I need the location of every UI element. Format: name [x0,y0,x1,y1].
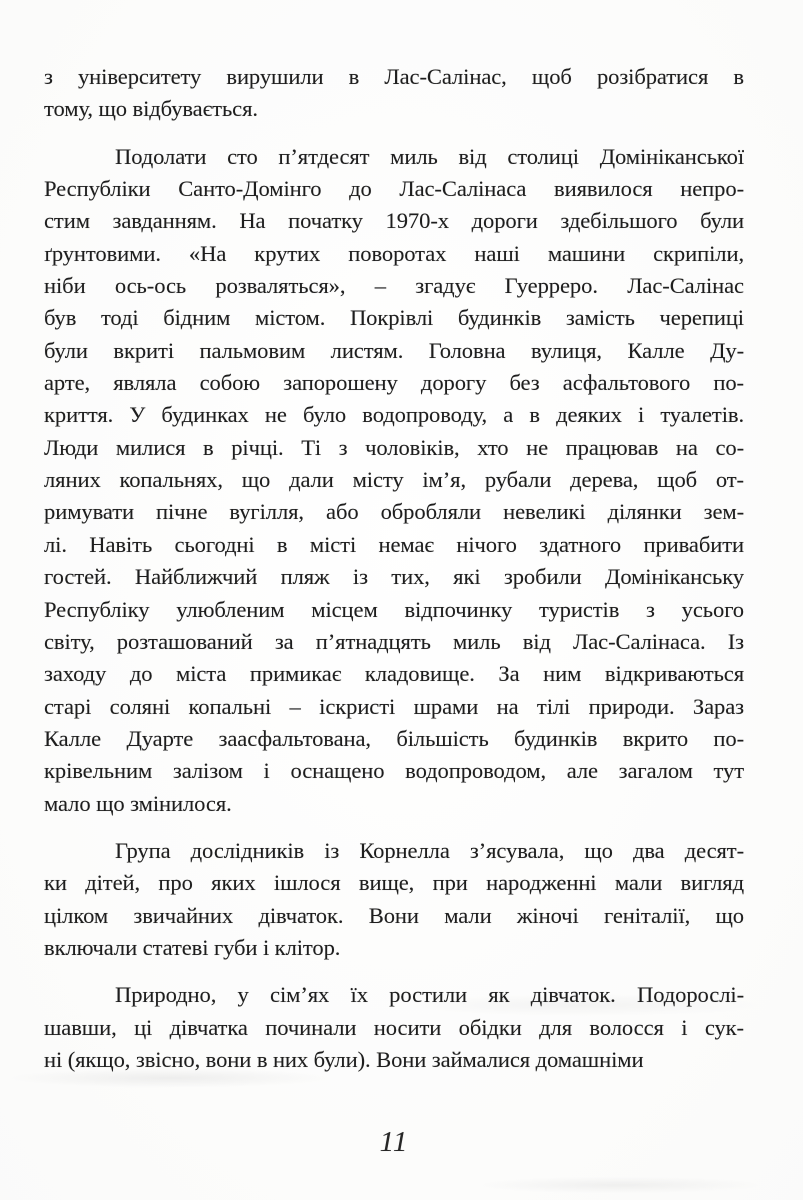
text-line: арте, являла собою запорошену дорогу без асфальтового по- [44,370,744,396]
text-line: криття. У будинках не було водопроводу, а в деяких і туалетів. [44,402,744,428]
text-line: були вкриті пальмовим листям. Головна вулиця, Калле Ду- [44,337,744,363]
text-line: шавши, ці дівчатка починали носити обідки для волосся і сук- [44,1014,744,1040]
text-line: лі. Навіть сьогодні в місті немає нічого здатного привабити [44,531,744,557]
text-line: Республіки Санто-Домінго до Лас-Салінаса виявилося непро- [44,176,744,202]
text-line: крівельним залізом і оснащено водопроводом, але загалом тут [44,758,744,784]
text-line: Природно, у сім’ях їх ростили як дівчаток. Подорослі- [115,982,744,1008]
text-line: включали статеві губи і клітор. [44,934,341,960]
text-line: ґрунтовими. «На крутих поворотах наші машини скрипіли, [44,240,744,266]
paragraph [44,835,744,964]
text-line: ні (якщо, звісно, вони в них були). Вони займалися домашніми [44,1046,644,1072]
text-line: ки дітей, про яких ішлося вище, при народженні мали вигляд [44,870,744,896]
text-line: Група дослідників із Корнелла з’ясувала, що два десят- [115,837,744,863]
paragraph [44,61,744,126]
text-line: світу, розташований за п’ятнадцять миль від Лас-Салінаса. Із [44,628,744,654]
text-block [44,61,744,1076]
text-line: Люди милися в річці. Ті з чоловіків, хто не працював на со- [44,434,744,460]
text-line: мало що змінилося. [44,790,232,816]
text-line: Подолати сто п’ятдесят миль від столиці Домініканської [115,143,744,169]
paragraph [44,141,744,820]
text-line: Республіку улюбленим місцем відпочинку туристів з усього [44,596,744,622]
text-line: ніби ось-ось розваляться», – згадує Гуерреро. Лас-Салінас [44,273,744,299]
text-line: стим завданням. На початку 1970-х дороги здебільшого були [44,208,744,234]
text-line: з університету вирушили в Лас-Салінас, щоб розібратися в [44,64,744,89]
text-line: старі соляні копальні – іскристі шрами на тілі природи. Зараз [44,693,744,719]
text-line: римувати пічне вугілля, або обробляли невеликі ділянки зем- [44,499,744,525]
text-line: гостей. Найближчий пляж із тих, які зробили Домініканську [44,564,744,590]
text-line: був тоді бідним містом. Покрівлі будинків замість черепиці [44,305,744,331]
text-line: ляних копальнях, що дали місту ім’я, рубали дерева, щоб от- [44,467,744,493]
paragraph [44,979,744,1076]
text-line: тому, що відбувається. [44,96,258,122]
text-line: цілком звичайних дівчаток. Вони мали жіночі геніталії, що [44,902,744,928]
text-line: заходу до міста примикає кладовище. За ним відкриваються [44,661,744,687]
text-line: Калле Дуарте заасфальтована, більшість будинків вкрито по- [44,725,744,751]
page-number: 11 [379,1126,409,1158]
